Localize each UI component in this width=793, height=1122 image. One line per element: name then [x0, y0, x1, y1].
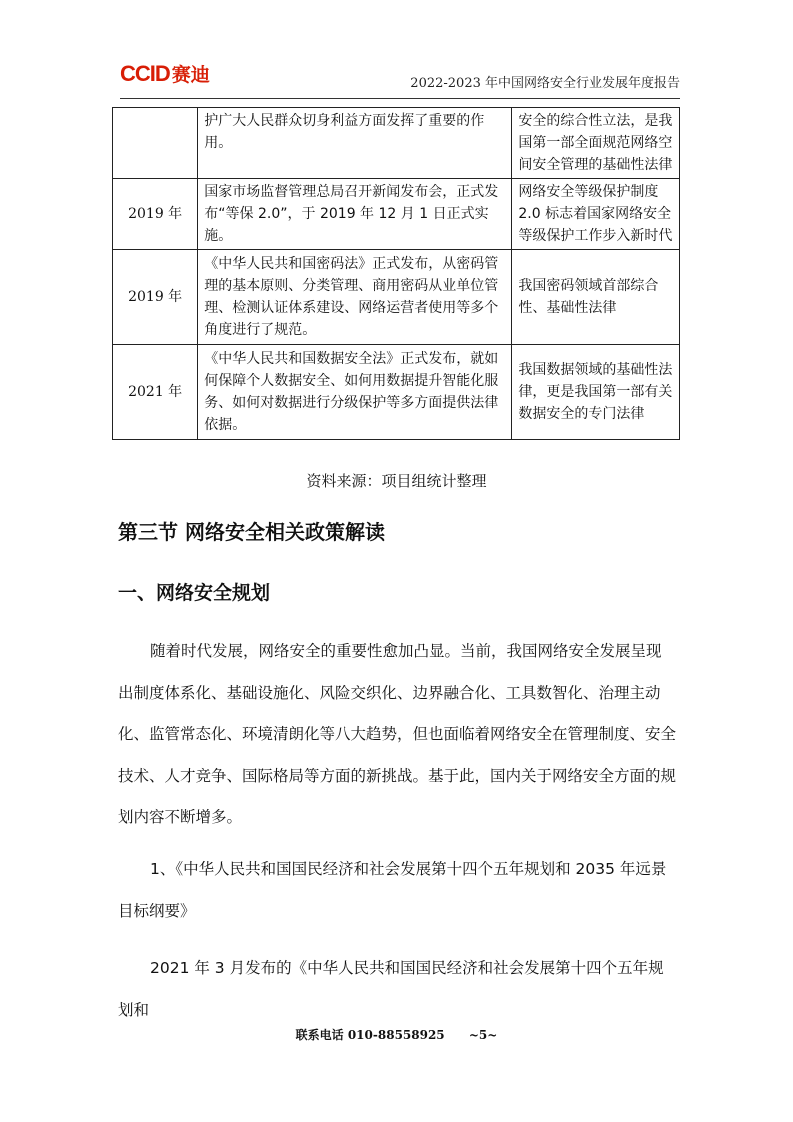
contact-phone: 联系电话 010-88558925	[295, 1028, 445, 1042]
significance-cell: 安全的综合性立法，是我国第一部全面规范网络空间安全管理的基础性法律	[512, 108, 680, 179]
header-divider	[120, 98, 680, 99]
year-cell: 2021 年	[113, 345, 198, 440]
table-row	[113, 250, 680, 345]
source-note: 资料来源：项目组统计整理	[306, 472, 487, 490]
year-cell	[113, 108, 198, 179]
page-header	[120, 58, 680, 98]
page-number: ~5~	[468, 1028, 498, 1042]
table-row	[113, 108, 680, 179]
report-title: 2022-2023 年中国网络安全行业发展年度报告	[410, 76, 680, 91]
description-cell: 国家市场监督管理总局召开新闻发布会，正式发布“等保 2.0”，于 2019 年 12 月 1 日正式实施。	[198, 179, 512, 250]
section-heading: 第三节 网络安全相关政策解读	[118, 520, 385, 544]
ccid-logo	[120, 60, 210, 87]
significance-cell: 网络安全等级保护制度 2.0 标志着国家网络安全等级保护工作步入新时代	[512, 179, 680, 250]
body-paragraph: 随着时代发展，网络安全的重要性愈加凸显。当前，我国网络安全发展呈现出制度体系化、基础设施化、风险交织化、边界融合化、工具数智化、治理主动化、监管常态化、环境清朗化等八大趋势，但也面临着网络安全在管理制度、安全技术、人才竞争、国际格局等方面的新挑战。基于此，国内关于网络安全方面的规划内容不断增多。	[118, 642, 677, 826]
policy-table	[112, 107, 680, 440]
table-row	[113, 179, 680, 250]
significance-cell: 我国密码领域首部综合性、基础性法律	[512, 250, 680, 345]
table-row	[113, 345, 680, 440]
description-cell: 《中华人民共和国密码法》正式发布，从密码管理的基本原则、分类管理、商用密码从业单位管理、检测认证体系建设、网络运营者使用等多个角度进行了规范。	[198, 250, 512, 345]
year-cell: 2019 年	[113, 179, 198, 250]
year-cell: 2019 年	[113, 250, 198, 345]
description-cell: 护广大人民群众切身利益方面发挥了重要的作用。	[198, 108, 512, 179]
page-footer	[0, 1026, 793, 1043]
significance-cell: 我国数据领域的基础性法律，更是我国第一部有关数据安全的专门法律	[512, 345, 680, 440]
logo-mark: CCID	[120, 61, 170, 86]
body-paragraph: 2021 年 3 月发布的《中华人民共和国国民经济和社会发展第十四个五年规划和	[118, 959, 664, 1019]
description-cell: 《中华人民共和国数据安全法》正式发布，就如何保障个人数据安全、如何用数据提升智能化服务、如何对数据进行分级保护等多方面提供法律依据。	[198, 345, 512, 440]
logo-chinese-name: 赛迪	[171, 64, 210, 86]
sub-heading: 一、网络安全规划	[118, 582, 271, 604]
body-paragraph: 1、《中华人民共和国国民经济和社会发展第十四个五年规划和 2035 年远景目标纲要》	[118, 860, 667, 920]
